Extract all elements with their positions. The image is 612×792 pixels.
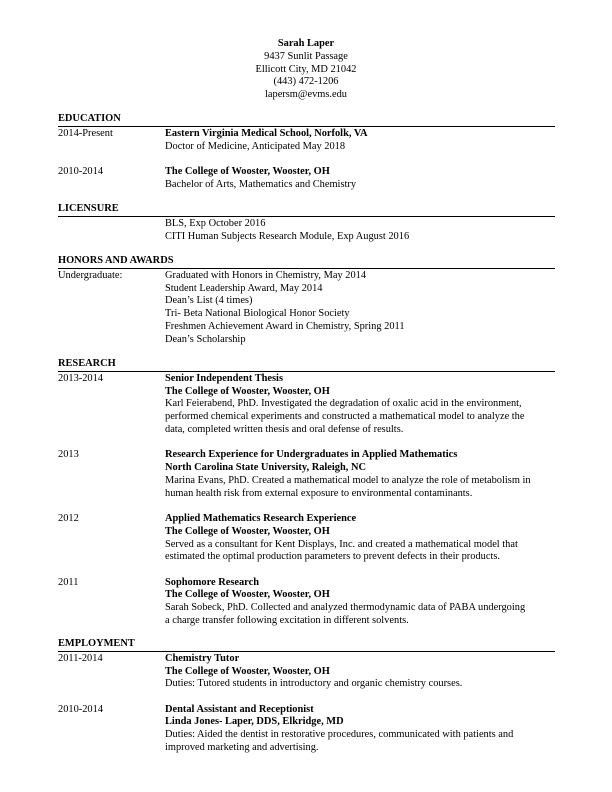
job-title: Chemistry Tutor: [165, 652, 240, 664]
education-entry: [58, 128, 555, 154]
honor-item: Dean’s Scholarship: [165, 333, 246, 345]
honor-item: Dean’s List (4 times): [165, 295, 253, 307]
license-item: CITI Human Subjects Research Module, Exp August 2016: [165, 230, 410, 242]
research-entry: [58, 373, 555, 437]
duties-line: Duties: Aided the dentist in restorative procedures, communicated with patients and: [165, 729, 514, 741]
duties-line: Duties: Tutored students in introductory and organic chemistry courses.: [165, 678, 463, 690]
entry-date: 2013-2014: [58, 372, 104, 384]
phone-number: (443) 472-1206: [273, 76, 339, 88]
description-line: estimated the optimal production parameters to prevent defects in their products.: [165, 551, 500, 563]
section-title: HONORS AND AWARDS: [58, 255, 174, 266]
entry-date: 2011: [58, 576, 79, 588]
job-title: Dental Assistant and Receptionist: [165, 703, 314, 715]
education-entry: [58, 166, 555, 192]
project-title: Sophomore Research: [165, 576, 259, 588]
honor-item: Freshmen Achievement Award in Chemistry, Spring 2011: [165, 320, 405, 332]
entry-date: 2012: [58, 512, 79, 524]
licensure-entry: [58, 218, 555, 244]
section-divider: [58, 268, 555, 269]
entry-date: 2013: [58, 449, 79, 461]
description-line: a charge transfer following excitation in different solvents.: [165, 615, 409, 627]
project-title: Research Experience for Undergraduates in Applied Mathematics: [165, 449, 458, 461]
institution-name: North Carolina State University, Raleigh, NC: [165, 462, 366, 474]
duties-line: improved marketing and advertising.: [165, 742, 319, 754]
honor-item: Student Leadership Award, May 2014: [165, 282, 323, 294]
section-title: EDUCATION: [58, 113, 121, 124]
description-line: human health risk from external exposure to environmental contaminants.: [165, 487, 473, 499]
honor-item: Tri- Beta National Biological Honor Society: [165, 308, 350, 320]
research-entry: [58, 577, 555, 628]
institution-name: The College of Wooster, Wooster, OH: [165, 525, 330, 537]
section-divider: [58, 216, 555, 217]
section-divider: [58, 126, 555, 127]
entry-date: 2010-2014: [58, 703, 104, 715]
research-section: [58, 358, 555, 628]
honors-entry: [58, 270, 555, 347]
employer-name: The College of Wooster, Wooster, OH: [165, 665, 330, 677]
honors-label: Undergraduate:: [58, 269, 123, 281]
address-line-1: 9437 Sunlit Passage: [264, 50, 348, 62]
employer-name: Linda Jones- Laper, DDS, Elkridge, MD: [165, 716, 344, 728]
licensure-section: [58, 203, 555, 243]
employment-section: [58, 638, 555, 755]
institution-name: The College of Wooster, Wooster, OH: [165, 165, 330, 177]
institution-name: The College of Wooster, Wooster, OH: [165, 385, 330, 397]
institution-name: The College of Wooster, Wooster, OH: [165, 589, 330, 601]
contact-header: [0, 38, 612, 102]
entry-date: 2011-2014: [58, 652, 103, 664]
entry-date: 2014-Present: [58, 127, 113, 139]
description-line: Served as a consultant for Kent Displays, Inc. and created a mathematical model that: [165, 538, 518, 550]
email-address: lapersm@evms.edu: [265, 89, 347, 101]
address-line-2: Ellicott City, MD 21042: [255, 63, 357, 75]
project-title: Applied Mathematics Research Experience: [165, 512, 357, 524]
employment-entry: [58, 653, 555, 691]
description-line: Karl Feierabend, PhD. Investigated the degradation of oxalic acid in the environment,: [165, 398, 522, 410]
section-divider: [58, 371, 555, 372]
degree-detail: Doctor of Medicine, Anticipated May 2018: [165, 140, 346, 152]
section-title: EMPLOYMENT: [58, 638, 135, 649]
research-entry: [58, 449, 555, 500]
institution-name: Eastern Virginia Medical School, Norfolk, VA: [165, 127, 368, 139]
honor-item: Graduated with Honors in Chemistry, May 2014: [165, 269, 367, 281]
section-title: LICENSURE: [58, 203, 119, 214]
employment-entry: [58, 704, 555, 755]
education-section: [58, 113, 555, 191]
entry-date: 2010-2014: [58, 165, 104, 177]
section-divider: [58, 651, 555, 652]
section-title: RESEARCH: [58, 358, 116, 369]
project-title: Senior Independent Thesis: [165, 372, 283, 384]
applicant-name: Sarah Laper: [277, 38, 335, 49]
description-line: data, completed written thesis and oral defense of results.: [165, 423, 404, 435]
honors-section: [58, 255, 555, 347]
description-line: Marina Evans, PhD. Created a mathematical model to analyze the role of metabolism in: [165, 474, 531, 486]
license-item: BLS, Exp October 2016: [165, 217, 266, 229]
degree-detail: Bachelor of Arts, Mathematics and Chemistry: [165, 178, 357, 190]
description-line: performed chemical experiments and constructed a mathematical model to analyze the: [165, 411, 525, 423]
research-entry: [58, 513, 555, 564]
description-line: Sarah Sobeck, PhD. Collected and analyzed thermodynamic data of PABA undergoing: [165, 602, 526, 614]
